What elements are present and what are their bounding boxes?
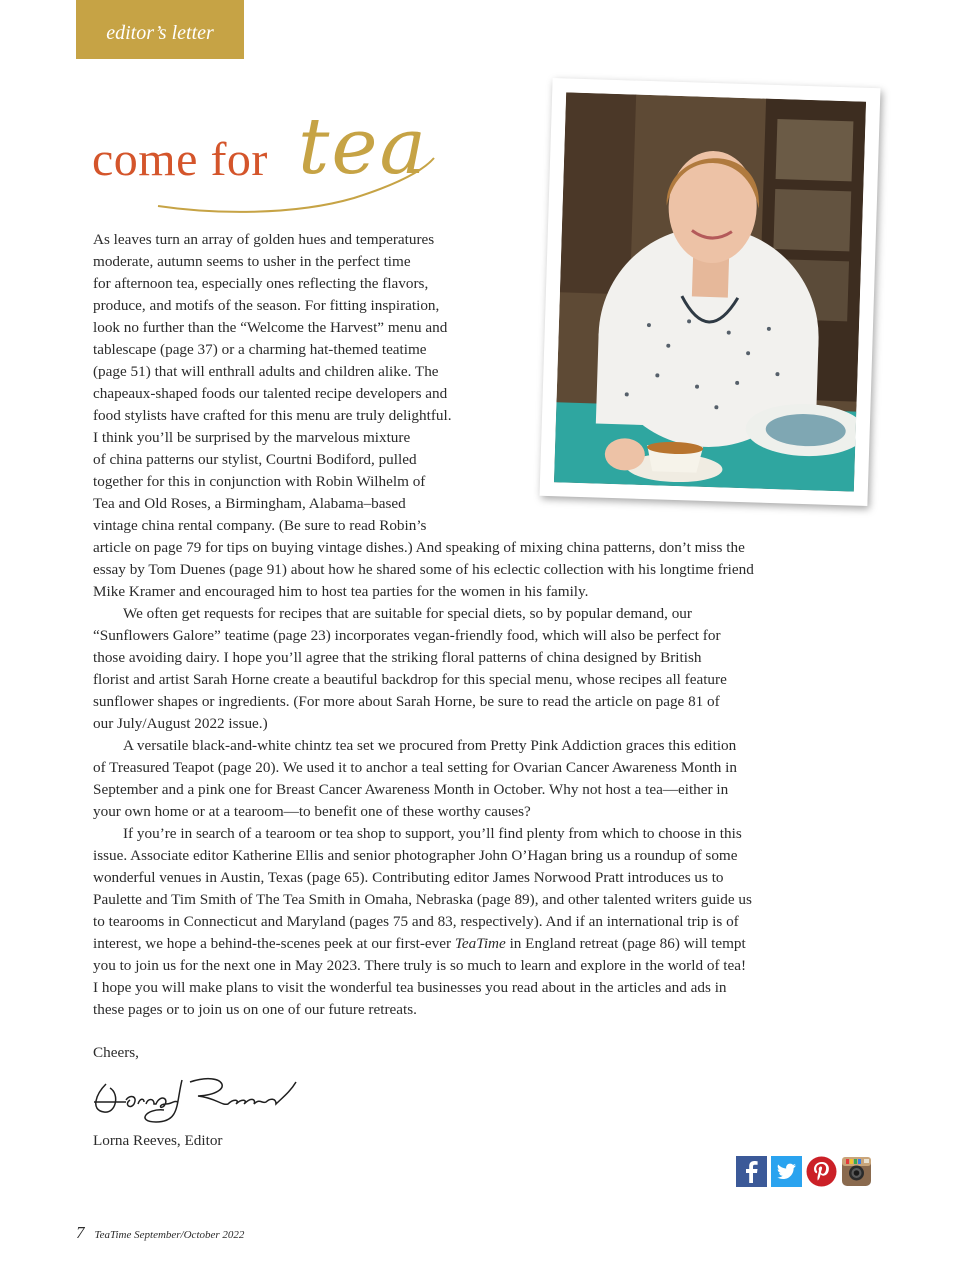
text-line: of Treasured Teapot (page 20). We used it to anchor a teal setting for Ovarian Cancer Awareness Month in: [93, 759, 737, 776]
closing: Cheers,: [93, 1044, 139, 1061]
text-line: together for this in conjunction with Robin Wilhelm of: [93, 473, 426, 490]
text-line: I think you’ll be surprised by the marvelous mixture: [93, 429, 411, 446]
paragraph-2: [93, 603, 883, 735]
headline: [92, 102, 452, 220]
text-line: florist and artist Sarah Horne create a beautiful backdrop for this special menu, whose recipes all feature: [93, 671, 727, 688]
page-number: 7: [76, 1223, 85, 1242]
text-line: Mike Kramer and encouraged him to host tea parties for the women in his family.: [93, 583, 589, 600]
text-line: “Sunflowers Galore” teatime (page 23) incorporates vegan-friendly food, which will also be perfect for: [93, 627, 721, 644]
paragraph-3: [93, 735, 883, 823]
text-line: wonderful venues in Austin, Texas (page 65). Contributing editor James Norwood Pratt introduces us to: [93, 869, 724, 886]
page-folio: [76, 1223, 244, 1243]
text-line: We often get requests for recipes that are suitable for special diets, so by popular demand, our: [123, 605, 692, 622]
letter-body: [93, 229, 883, 1021]
text-line: those avoiding dairy. I hope you’ll agree that the striking floral patterns of china designed by British: [93, 649, 702, 666]
text-line: interest, we hope a behind-the-scenes peek at our first-ever TeaTime in England retreat (page 86) will tempt: [93, 935, 746, 952]
text-line: issue. Associate editor Katherine Ellis and senior photographer John O’Hagan bring us a roundup of some: [93, 847, 738, 864]
text-line: As leaves turn an array of golden hues and temperatures: [93, 231, 435, 248]
signature-image: [86, 1064, 306, 1128]
text-line: food stylists have crafted for this menu are truly delightful.: [93, 407, 452, 424]
section-tab: editor’s letter: [76, 0, 244, 59]
text-line: our July/August 2022 issue.): [93, 715, 268, 732]
social-icons: [736, 1156, 872, 1187]
text-line: look no further than the “Welcome the Harvest” menu and: [93, 319, 448, 336]
text-line: to tearooms in Connecticut and Maryland (pages 75 and 83, respectively). And if an international trip is of: [93, 913, 739, 930]
text-line: Paulette and Tim Smith of The Tea Smith in Omaha, Nebraska (page 89), and other talented writers guide us: [93, 891, 752, 908]
headline-part2: tea: [298, 102, 429, 192]
twitter-icon[interactable]: [771, 1156, 802, 1187]
text-line: you to join us for the next one in May 2023. There truly is so much to learn and explore in the world of tea!: [93, 957, 747, 974]
signature-name: Lorna Reeves, Editor: [93, 1132, 223, 1149]
text-line: If you’re in search of a tearoom or tea shop to support, you’ll find plenty from which to choose in this: [123, 825, 742, 842]
text-line: article on page 79 for tips on buying vintage dishes.) And speaking of mixing china patterns, don’t miss the: [93, 539, 745, 556]
text-line: Tea and Old Roses, a Birmingham, Alabama–based: [93, 495, 406, 512]
headline-swash: [92, 110, 452, 220]
text-line: for afternoon tea, especially ones reflecting the flavors,: [93, 275, 429, 292]
headline-part1: come for: [92, 133, 268, 186]
magazine-title: TeaTime: [454, 935, 506, 952]
text-line: I hope you will make plans to visit the wonderful tea businesses you read about in the articles and ads in: [93, 979, 727, 996]
text-line: tablescape (page 37) or a charming hat-themed teatime: [93, 341, 427, 358]
text-line: of china patterns our stylist, Courtni Bodiford, pulled: [93, 451, 417, 468]
paragraph-4: [93, 823, 883, 1021]
pinterest-icon[interactable]: [806, 1156, 837, 1187]
text-line: vintage china rental company. (Be sure to read Robin’s: [93, 517, 427, 534]
text-line: these pages or to join us on one of our future retreats.: [93, 1001, 417, 1018]
text-line: A versatile black-and-white chintz tea set we procured from Pretty Pink Addiction graces this edition: [123, 737, 737, 754]
text-line: your own home or at a tearoom—to benefit one of these worthy causes?: [93, 803, 531, 820]
publication-line: TeaTime September/October 2022: [94, 1229, 245, 1241]
instagram-icon[interactable]: [841, 1156, 872, 1187]
text-line: moderate, autumn seems to usher in the perfect time: [93, 253, 411, 270]
text-line: (page 51) that will enthrall adults and children alike. The: [93, 363, 439, 380]
facebook-icon[interactable]: [736, 1156, 767, 1187]
text-line: produce, and motifs of the season. For fitting inspiration,: [93, 297, 440, 314]
text-line: sunflower shapes or ingredients. (For more about Sarah Horne, be sure to read the article on page 81 of: [93, 693, 720, 710]
text-line: chapeaux-shaped foods our talented recipe developers and: [93, 385, 448, 402]
text-line: essay by Tom Duenes (page 91) about how he shared some of his eclectic collection with his longtime friend: [93, 561, 754, 578]
text-line: September and a pink one for Breast Cancer Awareness Month in October. Why not host a tea—either in: [93, 781, 729, 798]
paragraph-1: [93, 229, 883, 603]
